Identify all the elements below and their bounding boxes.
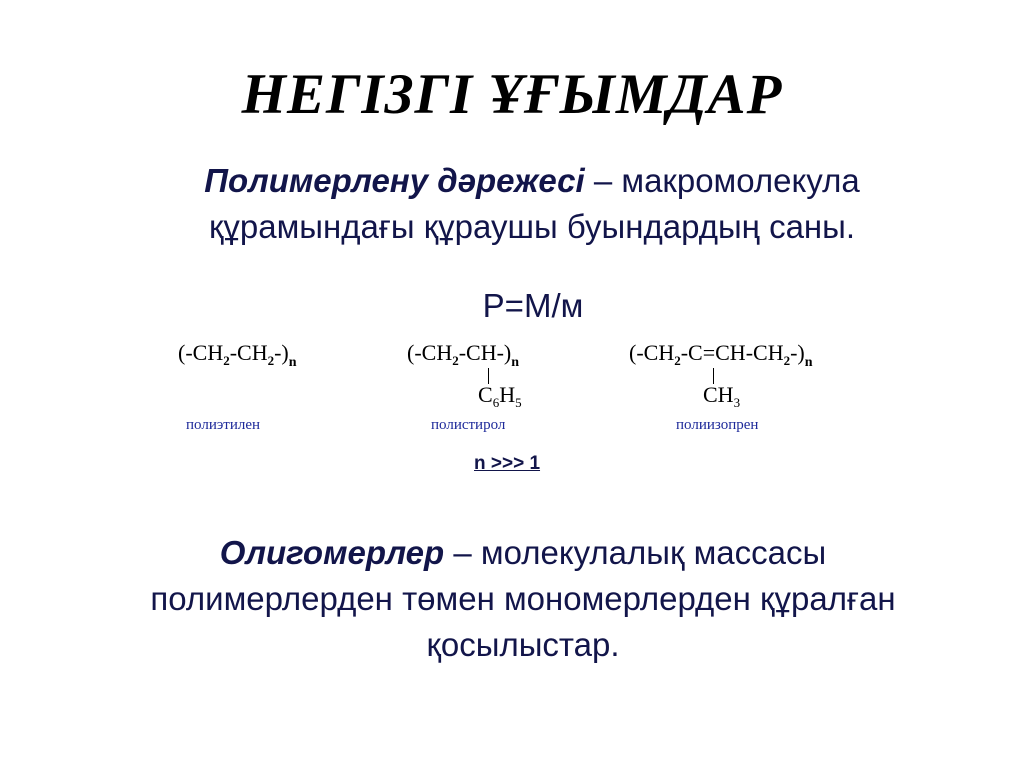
oligomers-definition [0,530,1024,668]
oligomers-term: Олигомерлер [219,534,445,571]
polymerization-condition: n >>> 1 [474,453,541,474]
polystyrene-formula: $(-CH_2-CH-)_n$ [407,340,520,370]
definition-text-line1: макромолекула [621,162,860,199]
polyethylene-name: полиэтилен [186,417,261,433]
polystyrene-name: полистирол [431,417,506,433]
polymerization-formula: Р=М/м [482,287,584,324]
oligomers-text-line1: молекулалық массасы [480,534,827,571]
polyisoprene-name: полиизопрен [676,417,759,433]
polyisoprene-formula: $(-CH_2-C=CH-CH_2-)_n$ [629,340,813,370]
oligomers-text-line2: полимерлерден төмен мономерлерден құралған [150,580,896,617]
definition-term: Полимерлену дәрежесі [204,162,585,199]
definition-text-line2: құрамындағы құраушы буындардың саны. [208,208,856,245]
oligomers-dash: – [444,534,481,571]
oligomers-text-line3: қосылыстар. [426,626,620,663]
polyethylene-formula: $(-CH_2-CH_2-)_n$ [178,340,297,370]
definition-dash: – [584,162,622,199]
polymerization-degree-definition [0,158,1024,250]
polyisoprene-substituent: $CH_3$ [703,382,741,410]
slide-title: НЕГІЗГІ ҰҒЫМДАР [241,63,783,126]
polystyrene-substituent: $C_6H_5$ [478,382,522,410]
